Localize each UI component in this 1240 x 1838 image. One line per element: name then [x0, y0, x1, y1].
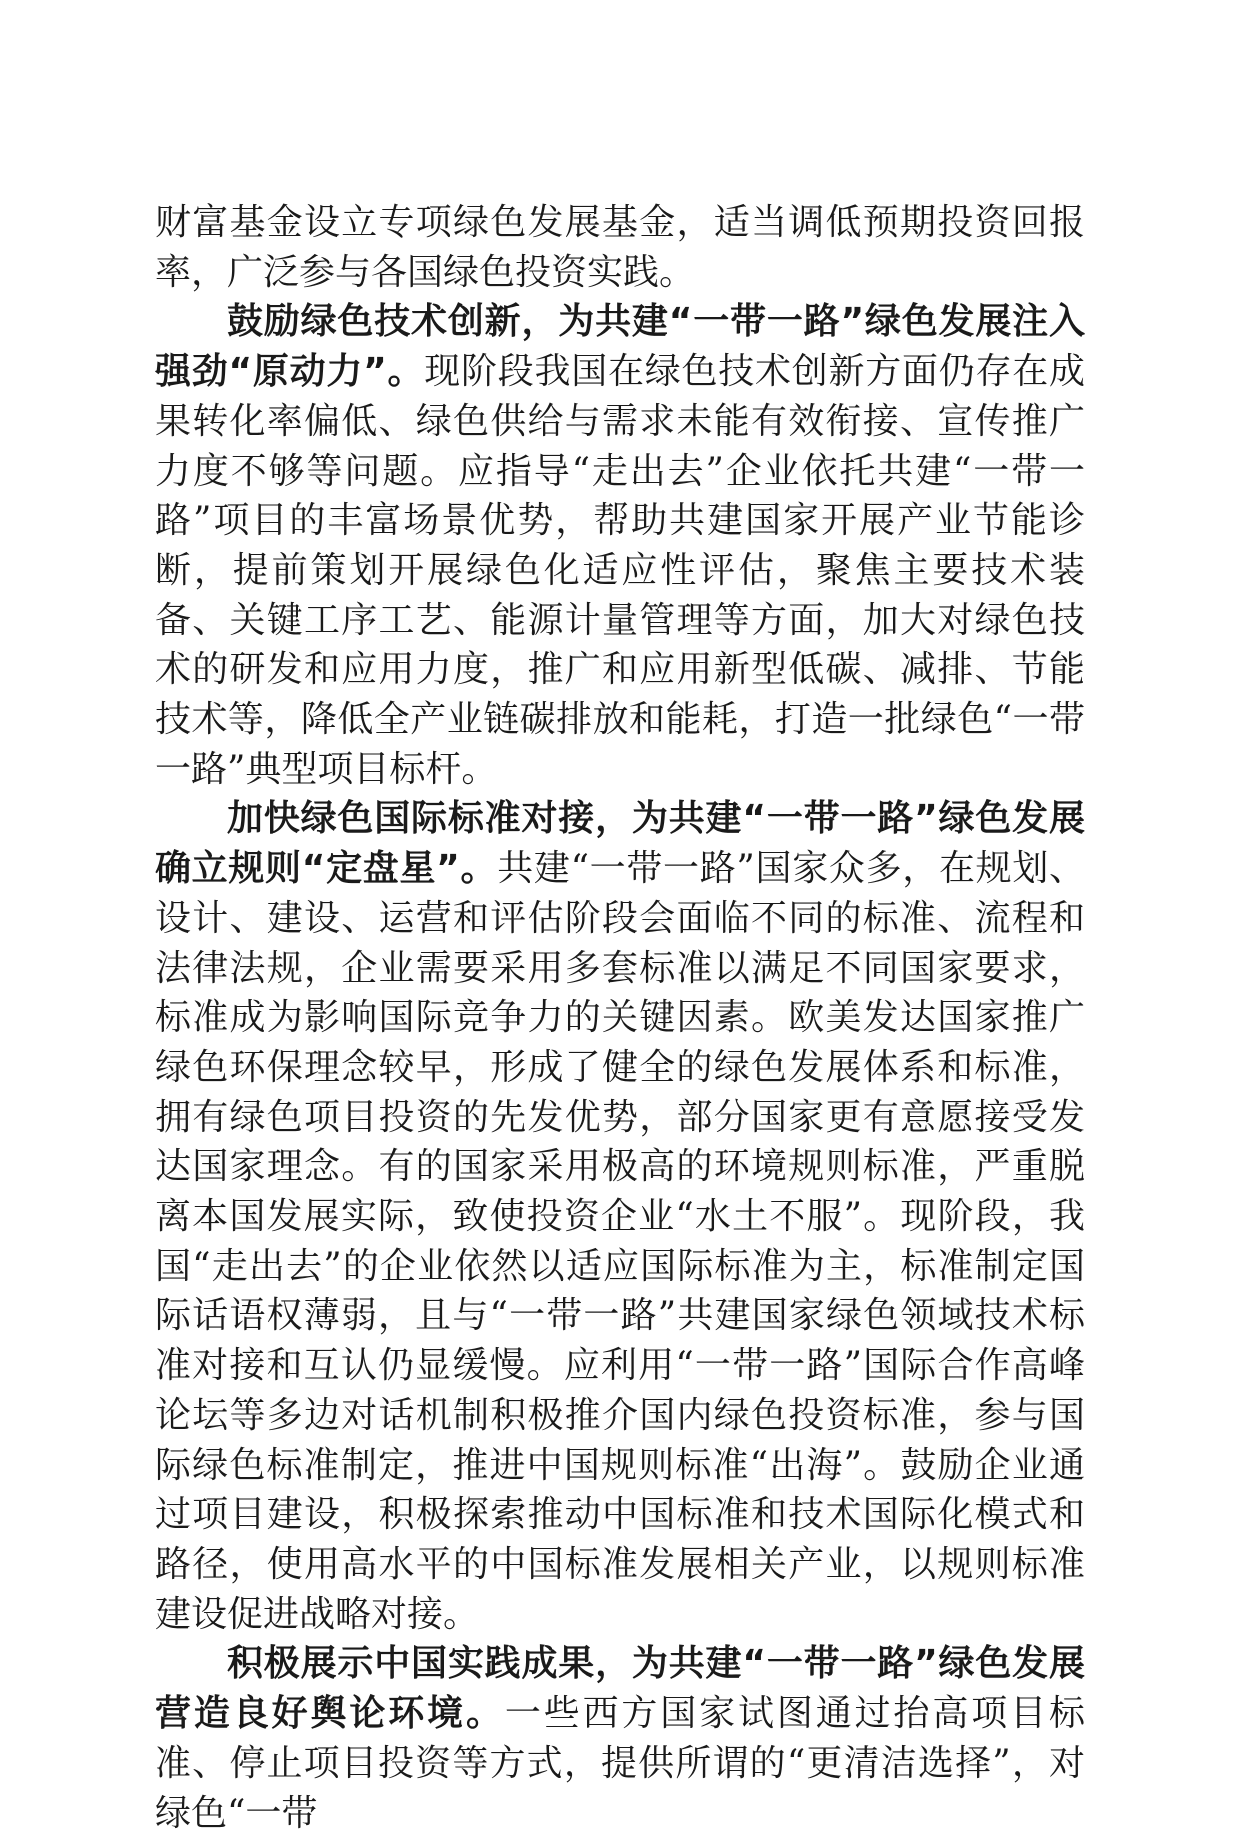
paragraph-body: 共建“一带一路”国家众多，在规划、设计、建设、运营和评估阶段会面临不同的标准、流程和法律法规，企业需要采用多套标准以满足不同国家要求，标准成为影响国际竞争力的关键因素。欧美发达国家推广绿色环保理念较早，形成了健全的绿色发展体系和标准，拥有绿色项目投资的先发优势，部分国家更有意愿接受发达国家理念。有的国家采用极高的环境规则标准，严重脱离本国发展实际，致使投资企业“水土不服”。现阶段，我国“走出去”的企业依然以适应国际标准为主，标准制定国际话语权薄弱，且与“一带一路”共建国家绿色领域技术标准对接和互认仍显缓慢。应利用“一带一路”国际合作高峰论坛等多边对话机制积极推介国内绿色投资标准，参与国际绿色标准制定，推进中国规则标准“出海”。鼓励企业通过项目建设，积极探索推动中国标准和技术国际化模式和路径，使用高水平的中国标准发展相关产业，以规则标准建设促进战略对接。: [155, 848, 1086, 1635]
paragraph-green-standards: [155, 794, 1085, 1639]
paragraph-lead-heading: 加快绿色国际标准对接，为共建“一带一路”绿色发展确立规则“定盘星”。: [155, 798, 1085, 890]
paragraph-lead-heading: 鼓励绿色技术创新，为共建“一带一路”绿色发展注入强劲“原动力”。: [155, 301, 1085, 393]
paragraph-lead-heading: 积极展示中国实践成果，为共建“一带一路”绿色发展营造良好舆论环境。: [155, 1643, 1085, 1735]
paragraph-body: 财富基金设立专项绿色发展基金，适当调低预期投资回报率，广泛参与各国绿色投资实践。: [155, 202, 1085, 293]
paragraph-green-tech-innovation: [155, 297, 1085, 794]
paragraph-body: 一些西方国家试图通过抬高项目标准、停止项目投资等方式，提供所谓的“更清洁选择”，对绿色“一带: [155, 1693, 1085, 1834]
paragraph-china-practice: [155, 1639, 1085, 1838]
paragraph-continuation: [155, 198, 1085, 297]
document-page: [155, 198, 1086, 1834]
paragraph-body: 现阶段我国在绿色技术创新方面仍存在成果转化率偏低、绿色供给与需求未能有效衔接、宣传推广力度不够等问题。应指导“走出去”企业依托共建“一带一路”项目的丰富场景优势，帮助共建国家开展产业节能诊断，提前策划开展绿色化适应性评估，聚焦主要技术装备、关键工序工艺、能源计量管理等方面，加大对绿色技术的研发和应用力度，推广和应用新型低碳、减排、节能技术等，降低全产业链碳排放和能耗，打造一批绿色“一带一路”典型项目标杆。: [155, 351, 1085, 790]
